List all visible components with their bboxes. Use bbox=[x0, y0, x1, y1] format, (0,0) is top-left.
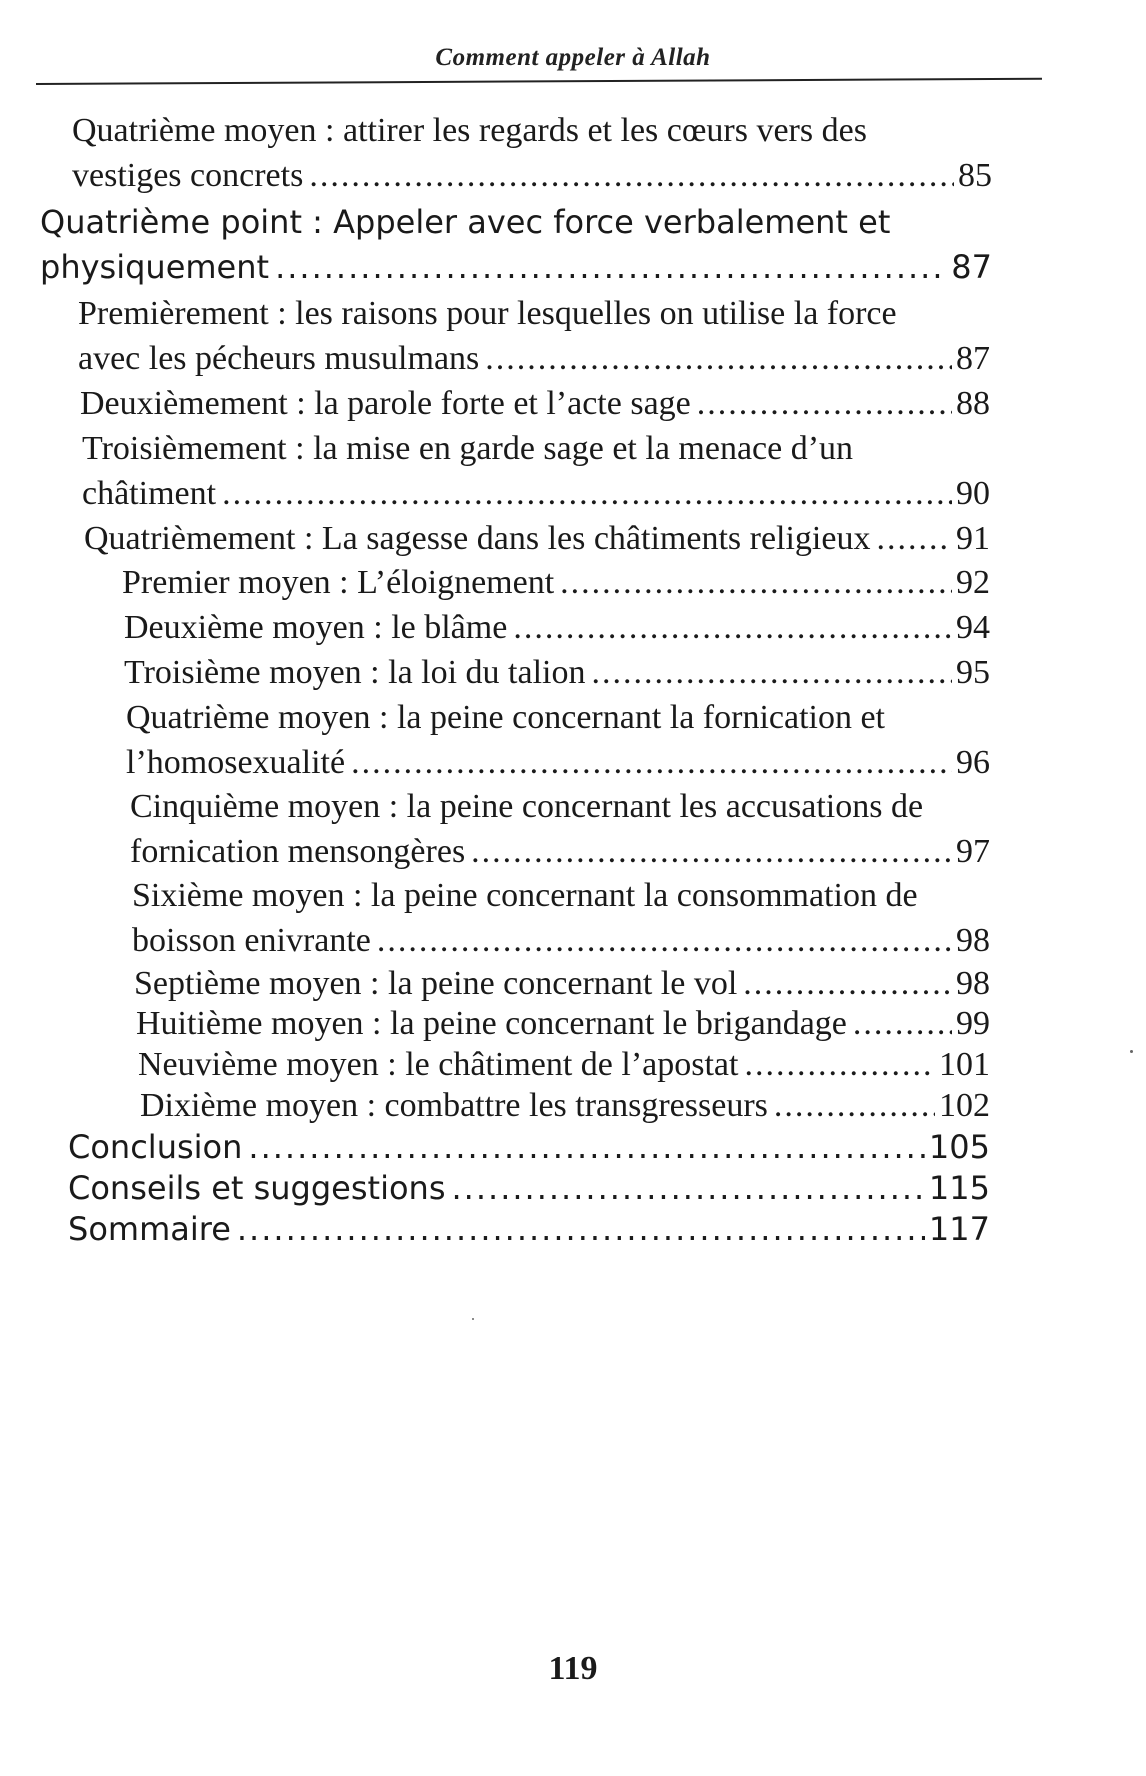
dot-leader bbox=[248, 1125, 925, 1170]
dot-leader bbox=[237, 1207, 925, 1252]
dot-leader bbox=[309, 153, 954, 198]
toc-page-number: 90 bbox=[956, 475, 990, 512]
toc-entry bbox=[68, 1166, 990, 1211]
toc-entry bbox=[134, 961, 990, 1006]
toc-entry-text-continued: châtiment bbox=[82, 475, 217, 512]
toc-entry-text: Sixième moyen : la peine concernant la consommation de bbox=[132, 877, 918, 914]
toc-entry-text: Septième moyen : la peine concernant le vol bbox=[134, 965, 738, 1002]
toc-page-number: 91 bbox=[956, 520, 990, 557]
toc-entry bbox=[136, 1001, 990, 1046]
toc-entry-text: Huitième moyen : la peine concernant le brigandage bbox=[136, 1005, 847, 1042]
toc-page-number: 95 bbox=[956, 654, 990, 691]
toc-entry-text: Quatrième moyen : attirer les regards et les cœurs vers des bbox=[72, 112, 867, 149]
toc-entry bbox=[78, 291, 990, 381]
dot-leader bbox=[697, 381, 952, 426]
toc-page-number: 92 bbox=[956, 564, 990, 601]
toc-entry bbox=[68, 1207, 990, 1252]
toc-entry-text: Premièrement : les raisons pour lesquelles on utilise la force bbox=[78, 295, 897, 332]
toc-entry bbox=[82, 426, 990, 516]
toc-entry bbox=[124, 650, 990, 695]
scan-speck bbox=[1130, 1050, 1133, 1053]
toc-entry-text: Conseils et suggestions bbox=[68, 1169, 446, 1207]
scan-speck bbox=[472, 1318, 474, 1320]
toc-entry-text: Deuxième moyen : le blâme bbox=[124, 609, 508, 646]
toc-page-number: 85 bbox=[958, 157, 992, 194]
dot-leader bbox=[592, 650, 953, 695]
toc-entry-text-continued: vestiges concrets bbox=[72, 157, 304, 194]
toc-page-number: 87 bbox=[956, 340, 990, 377]
toc-page-number: 96 bbox=[956, 744, 990, 781]
running-head: Comment appeler à Allah bbox=[435, 44, 711, 71]
dot-leader bbox=[377, 918, 952, 963]
toc-page-number: 87 bbox=[951, 248, 992, 286]
toc-entry-text: Cinquième moyen : la peine concernant les accusations de bbox=[130, 788, 924, 825]
toc-entry-text: Quatrième point : Appeler avec force verbalement et bbox=[40, 203, 891, 241]
toc-entry-text-continued: physiquement bbox=[40, 248, 270, 286]
toc-entry bbox=[80, 381, 990, 426]
toc-entry bbox=[124, 605, 990, 650]
dot-leader bbox=[853, 1001, 952, 1046]
toc-page-number: 97 bbox=[956, 833, 990, 870]
toc-entry bbox=[130, 784, 990, 874]
toc-entry-text: Deuxièmement : la parole forte et l’acte sage bbox=[80, 385, 691, 422]
toc-entry bbox=[140, 1083, 990, 1128]
dot-leader bbox=[560, 560, 952, 605]
toc-entry-text-continued: boisson enivrante bbox=[132, 922, 371, 959]
dot-leader bbox=[222, 471, 952, 516]
dot-leader bbox=[452, 1166, 925, 1211]
toc-entry-text-continued: l’homosexualité bbox=[126, 744, 346, 781]
toc-entry-text: Conclusion bbox=[68, 1128, 243, 1166]
dot-leader bbox=[876, 516, 952, 561]
dot-leader bbox=[743, 961, 952, 1006]
toc-entry-text: Quatrième moyen : la peine concernant la fornication et bbox=[126, 699, 886, 736]
toc-page-number: 98 bbox=[956, 965, 990, 1002]
dot-leader bbox=[774, 1083, 935, 1128]
toc-entry-text: Troisièmement : la mise en garde sage et la menace d’un bbox=[82, 430, 854, 467]
toc-page-number: 98 bbox=[956, 922, 990, 959]
toc-entry bbox=[72, 108, 992, 198]
toc-entry bbox=[40, 200, 992, 290]
dot-leader bbox=[275, 245, 947, 290]
toc-entry bbox=[84, 516, 990, 561]
toc-page-number: 102 bbox=[939, 1087, 990, 1124]
toc-entry bbox=[138, 1042, 990, 1087]
toc-page-number: 99 bbox=[956, 1005, 990, 1042]
toc-page-number: 94 bbox=[956, 609, 990, 646]
toc-page-number: 115 bbox=[928, 1169, 990, 1207]
header-rule bbox=[36, 78, 1042, 85]
toc-entry-text: Premier moyen : L’éloignement bbox=[122, 564, 555, 601]
toc-entry-text: Neuvième moyen : le châtiment de l’apostat bbox=[138, 1046, 739, 1083]
toc-entry bbox=[132, 873, 990, 963]
dot-leader bbox=[485, 336, 952, 381]
toc-entry bbox=[122, 560, 990, 605]
toc-entry-text: Quatrièmement : La sagesse dans les châtiments religieux bbox=[84, 520, 871, 557]
toc-page-number: 105 bbox=[928, 1128, 990, 1166]
toc-entry bbox=[68, 1125, 990, 1170]
toc-page-number: 117 bbox=[928, 1210, 990, 1248]
toc-entry-text: Dixième moyen : combattre les transgresseurs bbox=[140, 1087, 768, 1124]
dot-leader bbox=[513, 605, 952, 650]
page-number: 119 bbox=[548, 1650, 598, 1687]
toc-entry-text: Sommaire bbox=[68, 1210, 231, 1248]
toc-page-number: 101 bbox=[939, 1046, 990, 1083]
dot-leader bbox=[744, 1042, 935, 1087]
toc-entry-text-continued: avec les pécheurs musulmans bbox=[78, 340, 480, 377]
toc-page-number: 88 bbox=[956, 385, 990, 422]
toc-entry-text-continued: fornication mensongères bbox=[130, 833, 466, 870]
toc-entry-text: Troisième moyen : la loi du talion bbox=[124, 654, 586, 691]
dot-leader bbox=[471, 829, 952, 874]
dot-leader bbox=[351, 740, 952, 785]
toc-entry bbox=[126, 695, 990, 785]
